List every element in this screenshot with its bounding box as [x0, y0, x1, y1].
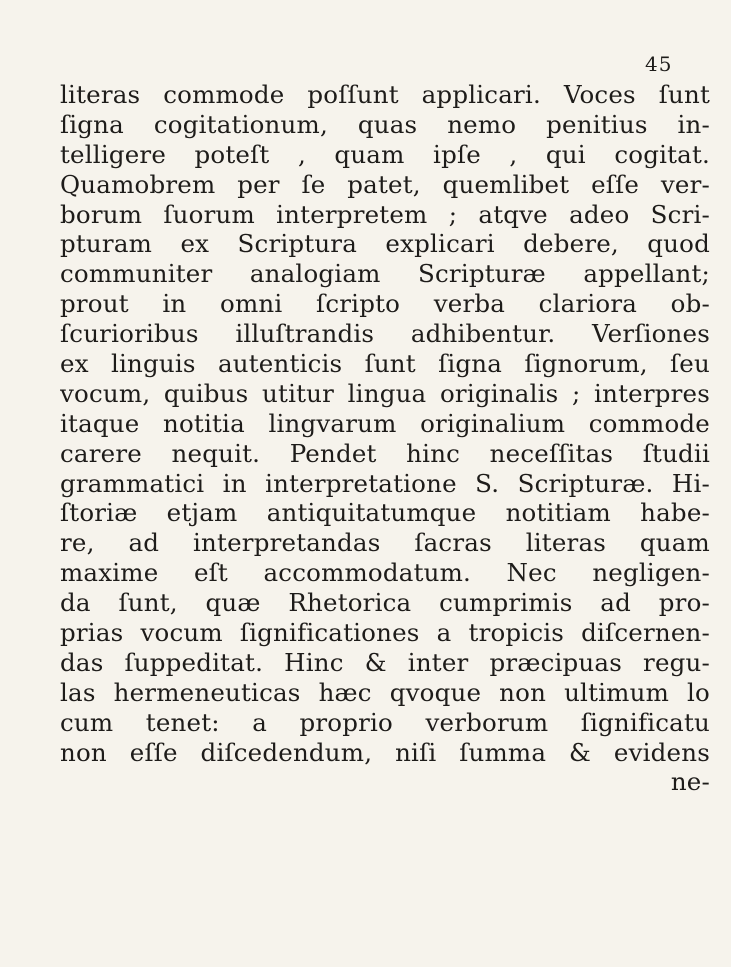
text-line: cum tenet: a proprio verborum ſignificatu — [60, 707, 710, 737]
text-line: ſcurioribus illuſtrandis adhibentur. Verſiones — [60, 319, 710, 349]
body-text — [60, 80, 710, 797]
text-line: prout in omni ſcripto verba clariora ob- — [60, 289, 710, 319]
text-line: itaque notitia lingvarum originalium commode — [60, 408, 710, 438]
text-line: ex linguis autenticis ſunt ſigna ſignorum, ſeu — [60, 349, 710, 379]
text-line: maxime eſt accommodatum. Nec negligen- — [60, 558, 710, 588]
text-line: las hermeneuticas hæc qvoque non ultimum lo — [60, 677, 710, 707]
text-line: pturam ex Scriptura explicari debere, quod — [60, 229, 710, 259]
text-line: prias vocum ſignificationes a tropicis diſcernen- — [60, 618, 710, 648]
page-number: 45 — [645, 52, 673, 76]
text-line: ſtoriæ etjam antiquitatumque notitiam habe- — [60, 498, 710, 528]
text-line: communiter analogiam Scripturæ appellant; — [60, 259, 710, 289]
text-line: telligere poteſt , quam ipſe , qui cogitat. — [60, 139, 710, 169]
text-line: re, ad interpretandas ſacras literas quam — [60, 528, 710, 558]
text-line: non eſſe diſcedendum, niſi ſumma & evidens — [60, 737, 710, 767]
text-line: vocum, quibus utitur lingua originalis ; interpres — [60, 378, 710, 408]
text-line: carere nequit. Pendet hinc neceſſitas ſtudii — [60, 438, 710, 468]
text-line: ſigna cogitationum, quas nemo penitius in- — [60, 109, 710, 139]
catchword: ne- — [670, 767, 710, 797]
text-line: grammatici in interpretatione S. Scripturæ. Hi- — [60, 468, 710, 498]
text-line: das ſuppeditat. Hinc & inter præcipuas regu- — [60, 647, 710, 677]
text-line: literas commode poſſunt applicari. Voces ſunt — [60, 80, 710, 109]
text-line: borum ſuorum interpretem ; atqve adeo Scri- — [60, 199, 710, 229]
text-line: Quamobrem per ſe patet, quemlibet eſſe ver- — [60, 169, 710, 199]
text-line: da ſunt, quæ Rhetorica cumprimis ad pro- — [60, 588, 710, 618]
